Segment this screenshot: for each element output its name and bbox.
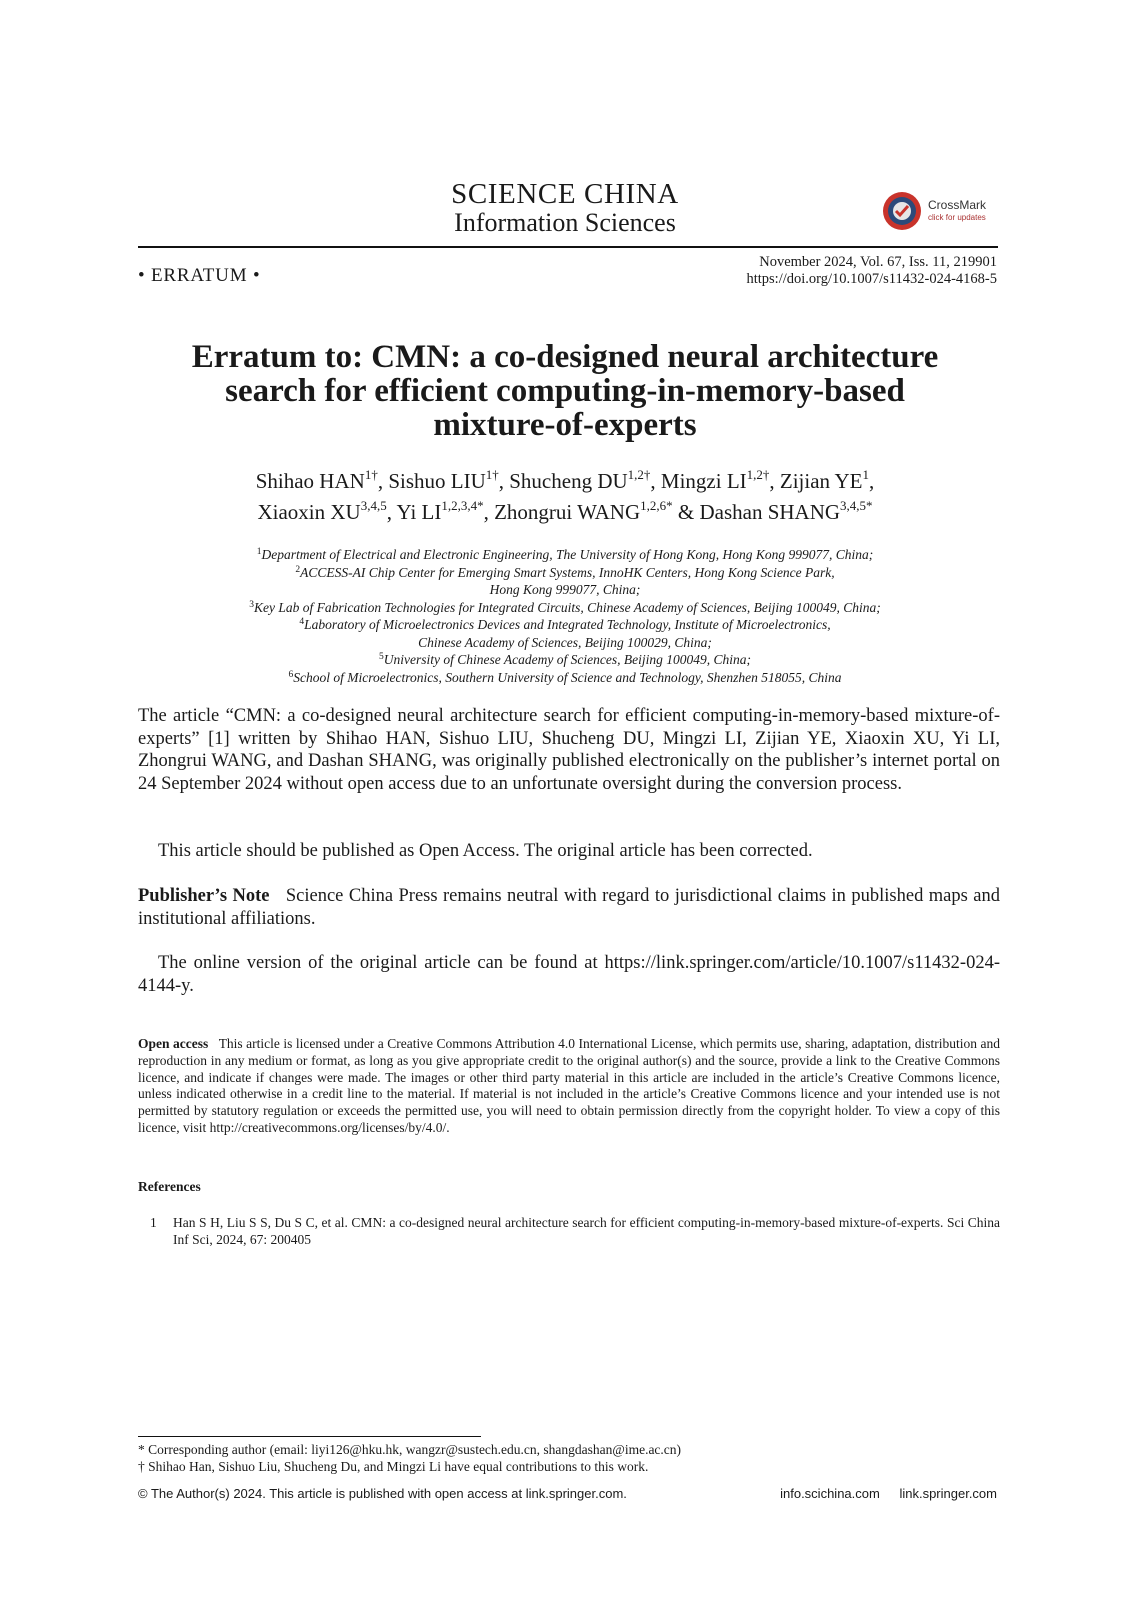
- references-heading: References: [138, 1179, 201, 1194]
- affiliation-number: 3: [249, 599, 254, 610]
- author-name: Shihao HAN: [255, 469, 365, 493]
- title-line: search for efficient computing-in-memory-based: [225, 373, 905, 409]
- author-name: Mingzi LI: [660, 469, 747, 493]
- footnote-rule: [138, 1436, 481, 1437]
- affiliation-text: University of Chinese Academy of Sciences, Beijing 100049, China;: [383, 652, 751, 667]
- author-line: [120, 497, 1010, 528]
- author-name: Zijian YE: [779, 469, 863, 493]
- affiliation-item: [120, 669, 1010, 687]
- journal-name: SCIENCE CHINA: [451, 178, 679, 210]
- author-sep: ,: [386, 500, 397, 524]
- affiliation-list: [120, 546, 1010, 686]
- crossmark-badge[interactable]: [882, 191, 992, 235]
- author-sep: ,: [483, 500, 495, 524]
- affiliation-item: [120, 651, 1010, 669]
- affiliation-text: ACCESS-AI Chip Center for Emerging Smart Systems, InnoHK Centers, Hong Kong Science Park,: [300, 564, 835, 580]
- affiliation-item: [120, 599, 1010, 617]
- author-name: Yi LI: [396, 500, 442, 524]
- affiliation-number: 2: [295, 564, 301, 575]
- author-name: Sishuo LIU: [388, 469, 486, 493]
- affiliation-number: 1: [256, 547, 262, 557]
- author-list: [120, 466, 1010, 528]
- author-sep: ,: [498, 469, 510, 493]
- author-sep: &: [672, 500, 700, 524]
- issue-info: November 2024, Vol. 67, Iss. 11, 219901: [759, 254, 997, 270]
- author-affil: 1†: [364, 467, 378, 482]
- affiliation-text: Key Lab of Fabrication Technologies for Integrated Circuits, Chinese Academy of Sciences, Beijing 100049, China;: [253, 599, 881, 615]
- body-paragraph: The online version of the original article can be found at https://link.springer.com/article/10.1007/s11432-024-4144-y.: [138, 953, 1000, 996]
- affiliation-item: [120, 564, 1010, 582]
- affiliation-text: School of Microelectronics, Southern University of Science and Technology, Shenzhen 518055, China: [293, 669, 842, 685]
- author-line: [120, 466, 1010, 497]
- footer-links: [764, 1486, 997, 1501]
- crossmark-label: CrossMark: [928, 198, 987, 212]
- author-sep: ,: [650, 469, 661, 493]
- open-access-text: This article is licensed under a Creative Commons Attribution 4.0 International License, which permits use, sharing, adaptation, distribution and reproduction in any medium or format, as long as you give appropriate credit to the original author(s) and the source, provide a link to the Creative Commons licence, and indicate if changes were made. The images or other third party material in this article are included in the article’s Creative Commons licence, unless indicated otherwise in a credit line to the material. If material is not included in the article’s Creative Commons licence and your intended use is not permitted by statutory regulation or exceeds the permitted use, you will need to obtain permission directly from the copyright holder. To view a copy of this licence, visit http://creativecommons.org/licenses/by/4.0/.: [138, 1036, 1001, 1135]
- publishers-note-text: Science China Press remains neutral with regard to jurisdictional claims in published maps and institutional affiliations.: [138, 886, 1000, 929]
- footer-link-scichina[interactable]: info.scichina.com: [780, 1486, 880, 1501]
- open-access-label: Open access: [138, 1036, 209, 1051]
- affiliation-number: 6: [288, 669, 294, 680]
- footer-link-springer[interactable]: link.springer.com: [899, 1486, 997, 1501]
- author-sep: ,: [769, 469, 780, 493]
- affiliation-number: 4: [299, 617, 305, 627]
- affiliation-item: [120, 616, 1010, 634]
- footnote-corresponding: * Corresponding author (email: liyi126@hku.hk, wangzr@sustech.edu.cn, shangdashan@ime.ac.cn): [138, 1442, 682, 1457]
- author-name: Dashan SHANG: [699, 500, 841, 524]
- affiliation-text: Laboratory of Microelectronics Devices and Integrated Technology, Institute of Microelectronics,: [304, 617, 831, 632]
- affiliation-continuation: Hong Kong 999077, China;: [489, 582, 641, 597]
- crossmark-icon: [882, 191, 922, 231]
- body-paragraph: The article “CMN: a co-designed neural architecture search for efficient computing-in-memory-based mixture-of-experts” [1] written by Shihao HAN, Sishuo LIU, Shucheng DU, Mingzi LI, Zijian YE, Xiaoxin XU, Yi LI, Zhongrui WANG, and Dashan SHANG, was originally published electronically on the publisher’s internet portal on 24 September 2024 without open access due to an unfortunate oversight during the conversion process.: [138, 706, 1000, 794]
- article-title: [120, 340, 1010, 442]
- author-name: Xiaoxin XU: [257, 500, 361, 524]
- title-line: Erratum to: CMN: a co-designed neural architecture: [191, 339, 939, 375]
- body-paragraph: This article should be published as Open Access. The original article has been corrected.: [158, 841, 813, 861]
- doi-link[interactable]: https://doi.org/10.1007/s11432-024-4168-5: [746, 271, 997, 287]
- affiliation-item: [120, 546, 1010, 564]
- author-affil: 1,2†: [627, 467, 651, 482]
- header-rule: [138, 246, 998, 248]
- affiliation-continuation: Chinese Academy of Sciences, Beijing 100029, China;: [418, 634, 712, 650]
- author-affil: 1,2,3,4*: [441, 498, 484, 513]
- author-affil: 1: [862, 467, 870, 482]
- crossmark-sublabel: click for updates: [928, 213, 986, 222]
- affiliation-text: Department of Electrical and Electronic Engineering, The University of Hong Kong, Hong Kong 999077, China;: [261, 547, 874, 562]
- article-type: • ERRATUM •: [138, 265, 261, 286]
- author-affil: 3,4,5*: [840, 498, 873, 513]
- author-sep: ,: [869, 469, 875, 493]
- journal-subtitle: Information Sciences: [454, 208, 676, 237]
- publishers-note-label: Publisher’s Note: [138, 886, 270, 906]
- author-affil: 3,4,5: [360, 498, 387, 513]
- open-access-statement: [138, 1036, 1000, 1137]
- affiliation-number: 5: [379, 652, 384, 662]
- footnote-equal-contribution: † Shihao Han, Sishuo Liu, Shucheng Du, and Mingzi Li have equal contributions to this work.: [138, 1459, 649, 1474]
- reference-number: 1: [150, 1215, 157, 1230]
- reference-text: Han S H, Liu S S, Du S C, et al. CMN: a co-designed neural architecture search for efficient computing-in-memory-based mixture-of-experts. Sci China Inf Sci, 2024, 67: 200405: [173, 1215, 1000, 1247]
- copyright-notice: © The Author(s) 2024. This article is published with open access at link.springer.com.: [138, 1486, 627, 1501]
- author-affil: 1,2†: [746, 467, 770, 482]
- publishers-note: [138, 885, 1000, 930]
- author-affil: 1,2,6*: [640, 498, 673, 513]
- title-line: mixture-of-experts: [433, 407, 697, 443]
- author-affil: 1†: [485, 467, 499, 482]
- author-name: Shucheng DU: [509, 469, 628, 493]
- author-name: Zhongrui WANG: [494, 500, 641, 524]
- author-sep: ,: [377, 469, 389, 493]
